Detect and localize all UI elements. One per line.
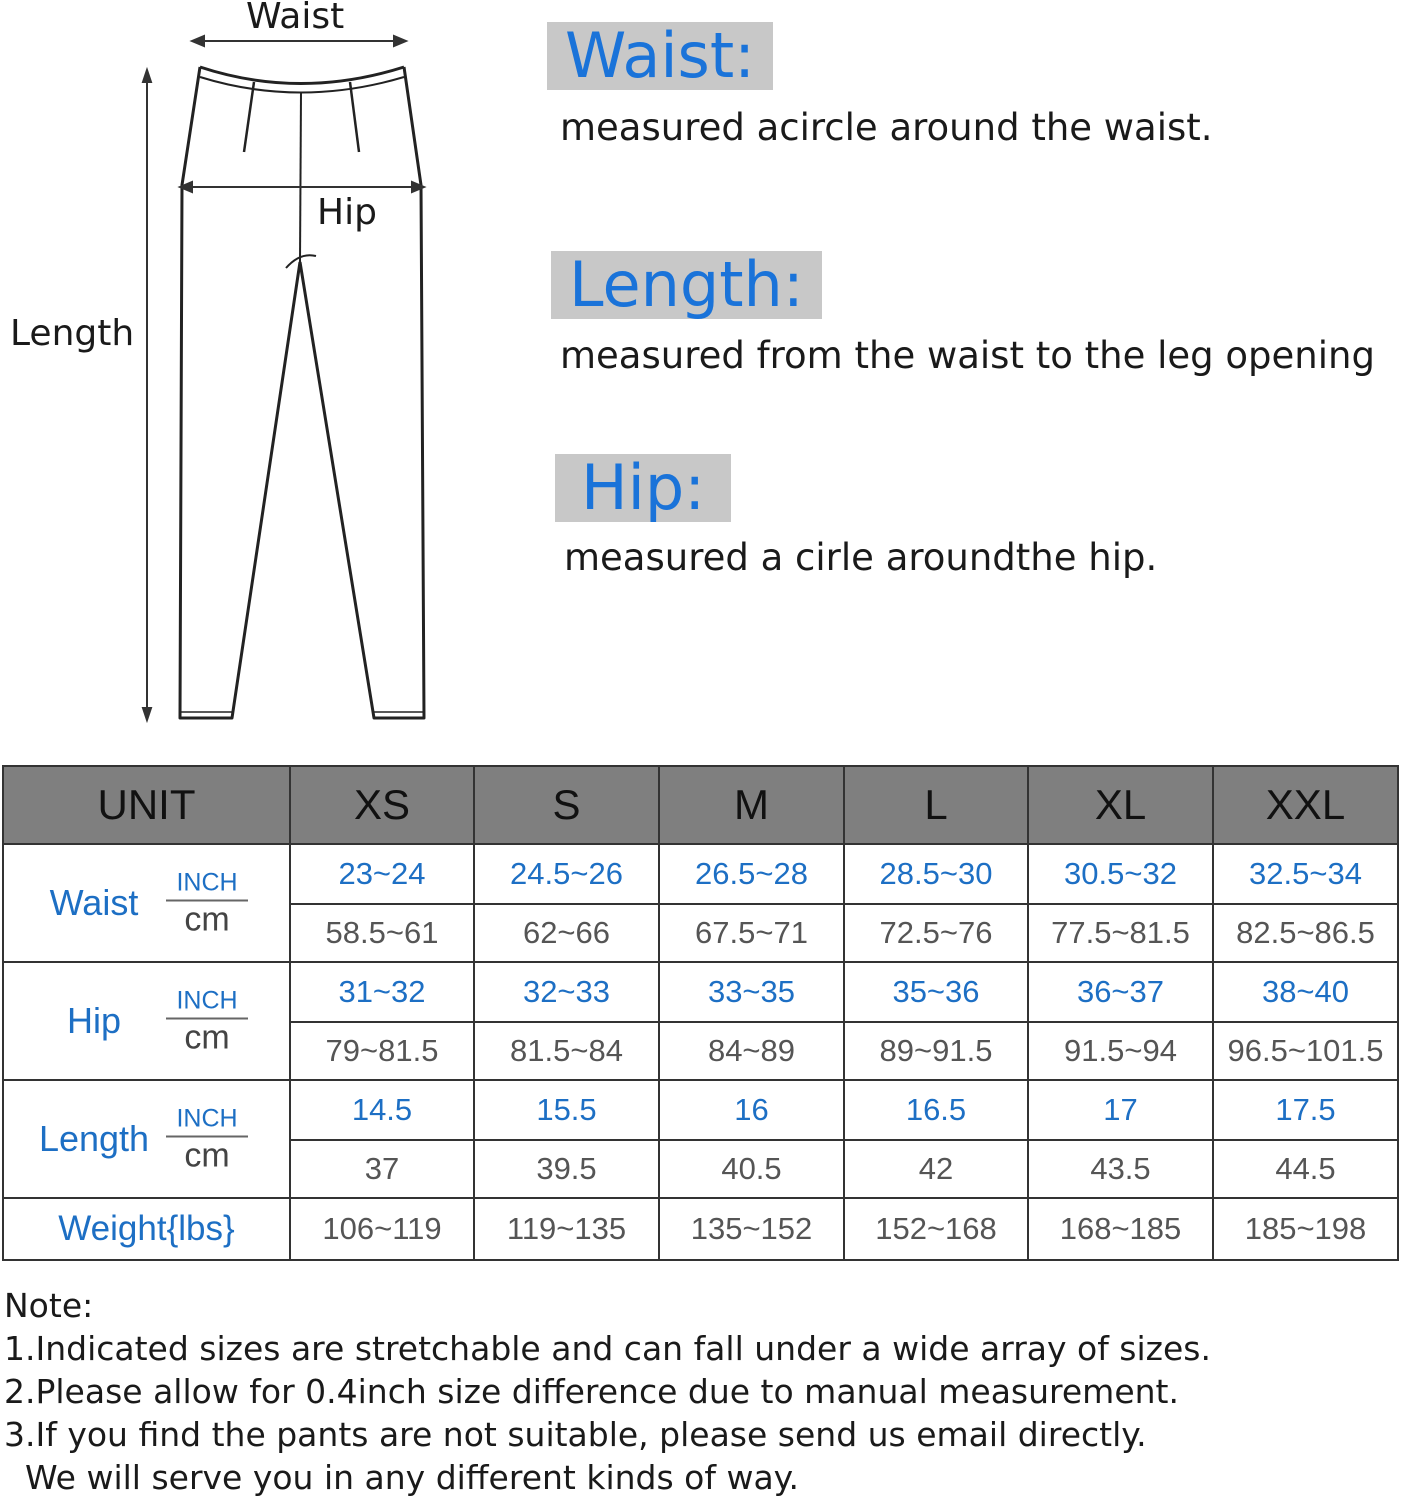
table-cell: 28.5~30 [844, 844, 1028, 904]
table-cell: 23~24 [290, 844, 474, 904]
notes-section [4, 1284, 1211, 1499]
waist-definition-title: Waist: [547, 22, 773, 90]
waist-definition-text: measured acircle around the waist. [560, 106, 1213, 149]
unit-label [166, 987, 248, 1056]
table-cell: 32.5~34 [1213, 844, 1398, 904]
table-cell: 26.5~28 [659, 844, 844, 904]
table-cell: 135~152 [659, 1198, 844, 1260]
hip-definition-title: Hip: [555, 454, 731, 522]
table-cell: 91.5~94 [1028, 1022, 1213, 1080]
table-row [3, 1198, 1398, 1260]
row-header-waist [3, 844, 290, 962]
table-cell: 43.5 [1028, 1140, 1213, 1198]
table-cell: 38~40 [1213, 962, 1398, 1022]
table-cell: 81.5~84 [474, 1022, 659, 1080]
table-cell: 39.5 [474, 1140, 659, 1198]
table-cell: 89~91.5 [844, 1022, 1028, 1080]
notes-heading: Note: [4, 1286, 94, 1325]
cm-label: cm [184, 900, 230, 939]
size-header: S [474, 766, 659, 844]
table-cell: 168~185 [1028, 1198, 1213, 1260]
table-cell: 35~36 [844, 962, 1028, 1022]
note-item: 3.If you find the pants are not suitable, please send us email directly. [4, 1415, 1147, 1454]
size-chart-table [2, 765, 1399, 1261]
cm-label: cm [184, 1018, 230, 1057]
table-cell: 14.5 [290, 1080, 474, 1140]
table-row [3, 962, 1398, 1022]
table-row [3, 844, 1398, 904]
size-header: XL [1028, 766, 1213, 844]
table-cell: 67.5~71 [659, 904, 844, 962]
table-cell: 24.5~26 [474, 844, 659, 904]
hip-definition-text: measured a cirle aroundthe hip. [564, 536, 1158, 579]
waist-dimension-label: Waist [246, 0, 345, 37]
table-cell: 79~81.5 [290, 1022, 474, 1080]
table-cell: 30.5~32 [1028, 844, 1213, 904]
table-cell: 36~37 [1028, 962, 1213, 1022]
table-cell: 40.5 [659, 1140, 844, 1198]
size-header: XXL [1213, 766, 1398, 844]
size-header: XS [290, 766, 474, 844]
table-cell: 17.5 [1213, 1080, 1398, 1140]
length-dimension-label: Length [10, 313, 135, 354]
inch-label: INCH [166, 987, 248, 1020]
table-cell: 32~33 [474, 962, 659, 1022]
unit-label [166, 869, 248, 938]
size-header: L [844, 766, 1028, 844]
table-cell: 37 [290, 1140, 474, 1198]
table-cell: 119~135 [474, 1198, 659, 1260]
pants-diagram [0, 0, 470, 740]
table-cell: 42 [844, 1140, 1028, 1198]
table-cell: 16 [659, 1080, 844, 1140]
unit-header: UNIT [3, 766, 290, 844]
row-header-hip [3, 962, 290, 1080]
table-cell: 17 [1028, 1080, 1213, 1140]
row-label: Length [38, 1118, 150, 1159]
row-header-weight: Weight{lbs} [3, 1198, 290, 1260]
row-label: Hip [66, 1000, 122, 1041]
hip-dimension-label: Hip [317, 192, 377, 233]
table-cell: 82.5~86.5 [1213, 904, 1398, 962]
table-cell: 62~66 [474, 904, 659, 962]
table-header-row [3, 766, 1398, 844]
table-row [3, 1080, 1398, 1140]
table-cell: 185~198 [1213, 1198, 1398, 1260]
table-cell: 84~89 [659, 1022, 844, 1080]
note-item: 1.Indicated sizes are stretchable and can fall under a wide array of sizes. [4, 1329, 1211, 1368]
note-item: We will serve you in any different kinds of way. [4, 1458, 799, 1497]
length-definition-title: Length: [551, 251, 822, 319]
row-label: Waist [49, 882, 139, 923]
table-cell: 96.5~101.5 [1213, 1022, 1398, 1080]
table-cell: 58.5~61 [290, 904, 474, 962]
table-cell: 16.5 [844, 1080, 1028, 1140]
table-cell: 152~168 [844, 1198, 1028, 1260]
length-definition-text: measured from the waist to the leg opening [560, 334, 1375, 377]
note-item: 2.Please allow for 0.4inch size difference due to manual measurement. [4, 1372, 1179, 1411]
table-cell: 77.5~81.5 [1028, 904, 1213, 962]
inch-label: INCH [166, 1105, 248, 1138]
table-cell: 72.5~76 [844, 904, 1028, 962]
table-cell: 106~119 [290, 1198, 474, 1260]
table-cell: 31~32 [290, 962, 474, 1022]
pants-outline [0, 0, 470, 740]
table-cell: 15.5 [474, 1080, 659, 1140]
table-cell: 44.5 [1213, 1140, 1398, 1198]
size-header: M [659, 766, 844, 844]
unit-label [166, 1105, 248, 1174]
row-header-length [3, 1080, 290, 1198]
cm-label: cm [184, 1136, 230, 1175]
inch-label: INCH [166, 869, 248, 902]
table-cell: 33~35 [659, 962, 844, 1022]
